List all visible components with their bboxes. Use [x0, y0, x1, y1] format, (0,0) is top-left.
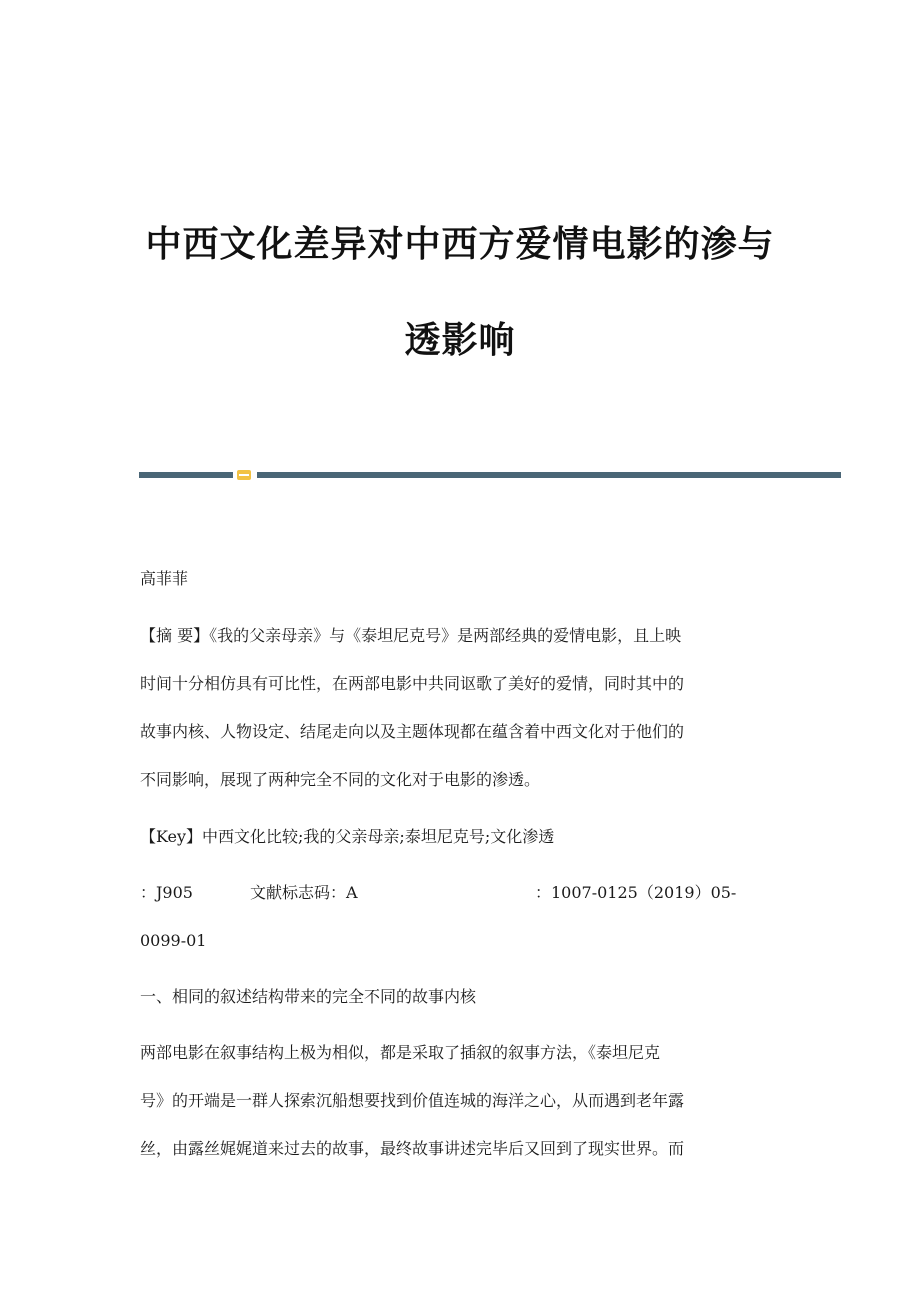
keywords: 【Key】中西文化比较;我的父亲母亲;泰坦尼克号;文化渗透 — [140, 827, 555, 846]
divider-right-segment — [257, 472, 841, 478]
paragraph-line: 号》的开端是一群人探索沉船想要找到价值连城的海洋之心，从而遇到老年露 — [140, 1091, 685, 1110]
section-heading: 一、相同的叙述结构带来的完全不同的故事内核 — [140, 987, 477, 1006]
clc-number: ：J905 — [140, 883, 193, 902]
divider-envelope-icon — [237, 470, 251, 480]
abstract-line: 不同影响，展现了两种完全不同的文化对于电影的渗透。 — [140, 770, 541, 789]
abstract-line: 【摘 要】《我的父亲母亲》与《泰坦尼克号》是两部经典的爱情电影，且上映 — [140, 626, 682, 645]
author-name: 高菲菲 — [140, 569, 189, 588]
document-code: 文献标志码：A — [250, 883, 358, 902]
classification-row — [140, 883, 737, 903]
article-id: ：1007-0125（2019）05- — [535, 883, 737, 902]
title-divider — [139, 470, 841, 480]
title-line-2: 透影响 — [404, 319, 516, 361]
divider-left-segment — [139, 472, 233, 478]
abstract-line: 故事内核、人物设定、结尾走向以及主题体现都在蕴含着中西文化对于他们的 — [140, 722, 685, 741]
article-id-continued: 0099-01 — [140, 931, 207, 950]
title-line-1: 中西文化差异对中西方爱情电影的渗与 — [145, 223, 775, 265]
paragraph-line: 丝，由露丝娓娓道来过去的故事，最终故事讲述完毕后又回到了现实世界。而 — [140, 1139, 685, 1158]
paragraph-line: 两部电影在叙事结构上极为相似，都是采取了插叙的叙事方法，《泰坦尼克 — [140, 1043, 661, 1062]
abstract-line: 时间十分相仿具有可比性，在两部电影中共同讴歌了美好的爱情，同时其中的 — [140, 674, 685, 693]
